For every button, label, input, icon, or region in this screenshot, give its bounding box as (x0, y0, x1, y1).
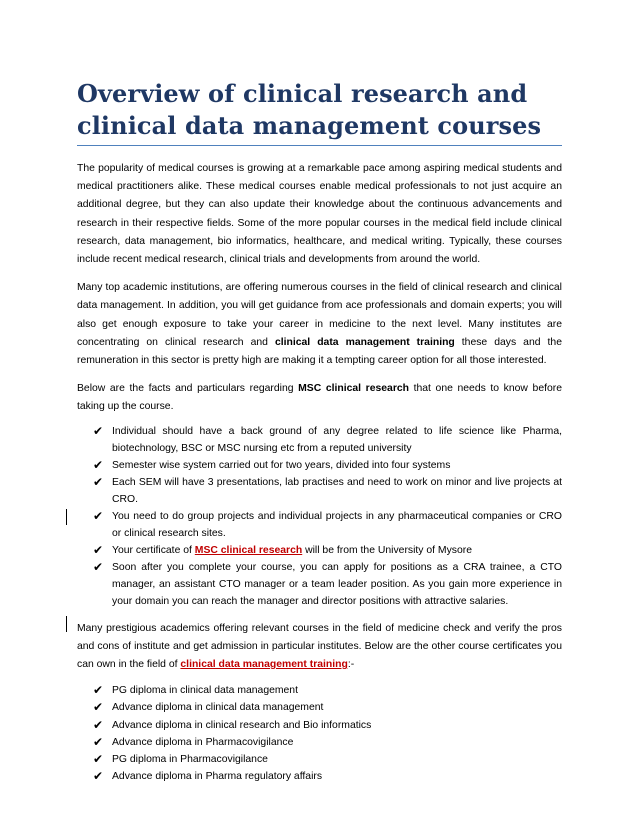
checkmark-icon: ✔ (93, 474, 104, 489)
list-item-text: Advance diploma in Pharmacovigilance (112, 736, 294, 748)
checkmark-icon: ✔ (93, 752, 104, 767)
change-bar (66, 509, 67, 525)
list-item (93, 508, 562, 542)
list-item (93, 768, 562, 785)
list-item-text: Advance diploma in clinical research and Bio informatics (112, 719, 372, 731)
text: Below are the facts and particulars regarding (77, 383, 299, 395)
list-item-text: Individual should have a back ground of any degree related to life science like Pharma, biotechnology, BSC or MSC nursing etc from a reputed university (112, 425, 562, 454)
checkmark-icon: ✔ (93, 559, 104, 574)
bold-term: MSC clinical research (298, 383, 409, 395)
bold-term: clinical data management training (274, 336, 455, 348)
checkmark-icon: ✔ (93, 683, 104, 698)
document-page (77, 78, 562, 785)
clinical-data-management-training-link[interactable]: clinical data management training (180, 659, 348, 671)
text: Many top academic institutions, are offering numerous courses in the field of clinical research and clinical data management. In addition, you will get guidance from ace professionals and domain experts; you will also get enough exposure to take your career in medicine to the next level. Many institutes are concentrating on clinical research and (77, 282, 562, 348)
certificates-intro-paragraph (77, 620, 562, 675)
list-item (93, 699, 562, 716)
list-item (93, 682, 562, 699)
list-item (93, 542, 562, 559)
list-item-text: will be from the University of Mysore (302, 544, 472, 556)
intro-paragraph: The popularity of medical courses is growing at a remarkable pace among aspiring medical students and medical practitioners alike. These medical courses enable medical professionals to not just acquire an additional degree, but they can also update their knowledge about the continuous advancements and research in their respective fields. Some of the more popular courses in the medical field include clinical research, data management, bio informatics, healthcare, and medical writing. Typically, these courses include recent medical research, clinical trials and developments from around the world. (77, 163, 562, 266)
facts-intro-paragraph (77, 380, 562, 416)
institutions-paragraph (77, 279, 562, 370)
checkmark-icon: ✔ (93, 734, 104, 749)
list-item-text: Semester wise system carried out for two years, divided into four systems (112, 459, 451, 471)
text: :- (347, 659, 355, 671)
facts-list (77, 423, 562, 610)
checkmark-icon: ✔ (93, 769, 104, 784)
list-item-text: Soon after you complete your course, you can apply for positions as a CRA trainee, a CTO manager, an assistant CTO manager or a team leader position. As you gain more experience in your domain you can reach the manager and director positions with attractive salaries. (112, 561, 562, 607)
checkmark-icon: ✔ (93, 717, 104, 732)
list-item (93, 457, 562, 474)
list-item-text: Advance diploma in Pharma regulatory affairs (112, 771, 323, 783)
list-item (93, 717, 562, 734)
list-item (93, 423, 562, 457)
checkmark-icon: ✔ (93, 542, 104, 557)
checkmark-icon: ✔ (93, 423, 104, 438)
list-item-text: Advance diploma in clinical data management (112, 702, 324, 714)
change-bar (66, 616, 67, 632)
msc-clinical-research-link[interactable]: MSC clinical research (194, 544, 303, 556)
certificates-list (77, 682, 562, 785)
text: these days and the remuneration in this sector is pretty high are making it a tempting career option for all those interested. (77, 336, 562, 367)
list-item (93, 559, 562, 610)
checkmark-icon: ✔ (93, 700, 104, 715)
checkmark-icon: ✔ (93, 457, 104, 472)
list-item-text: PG diploma in clinical data management (112, 685, 298, 697)
text: that one needs to know before taking up the course. (77, 383, 562, 413)
list-item-text: Each SEM will have 3 presentations, lab practises and need to work on minor and live projects at CRO. (112, 476, 562, 505)
list-item (93, 734, 562, 751)
text: Many prestigious academics offering relevant courses in the field of medicine check and verify the pros and cons of institute and get admission in particular institutes. Below are the other course certificates you can own in the field of (77, 622, 562, 671)
list-item (93, 751, 562, 768)
list-item (93, 474, 562, 508)
list-item-text: You need to do group projects and individual projects in any pharmaceutical companies or CRO or clinical research sites. (112, 510, 562, 539)
checkmark-icon: ✔ (93, 508, 104, 523)
list-item-text: PG diploma in Pharmacovigilance (112, 754, 268, 766)
page-title: Overview of clinical research and clinical data management courses (77, 78, 562, 146)
list-item-text: Your certificate of (112, 544, 195, 556)
